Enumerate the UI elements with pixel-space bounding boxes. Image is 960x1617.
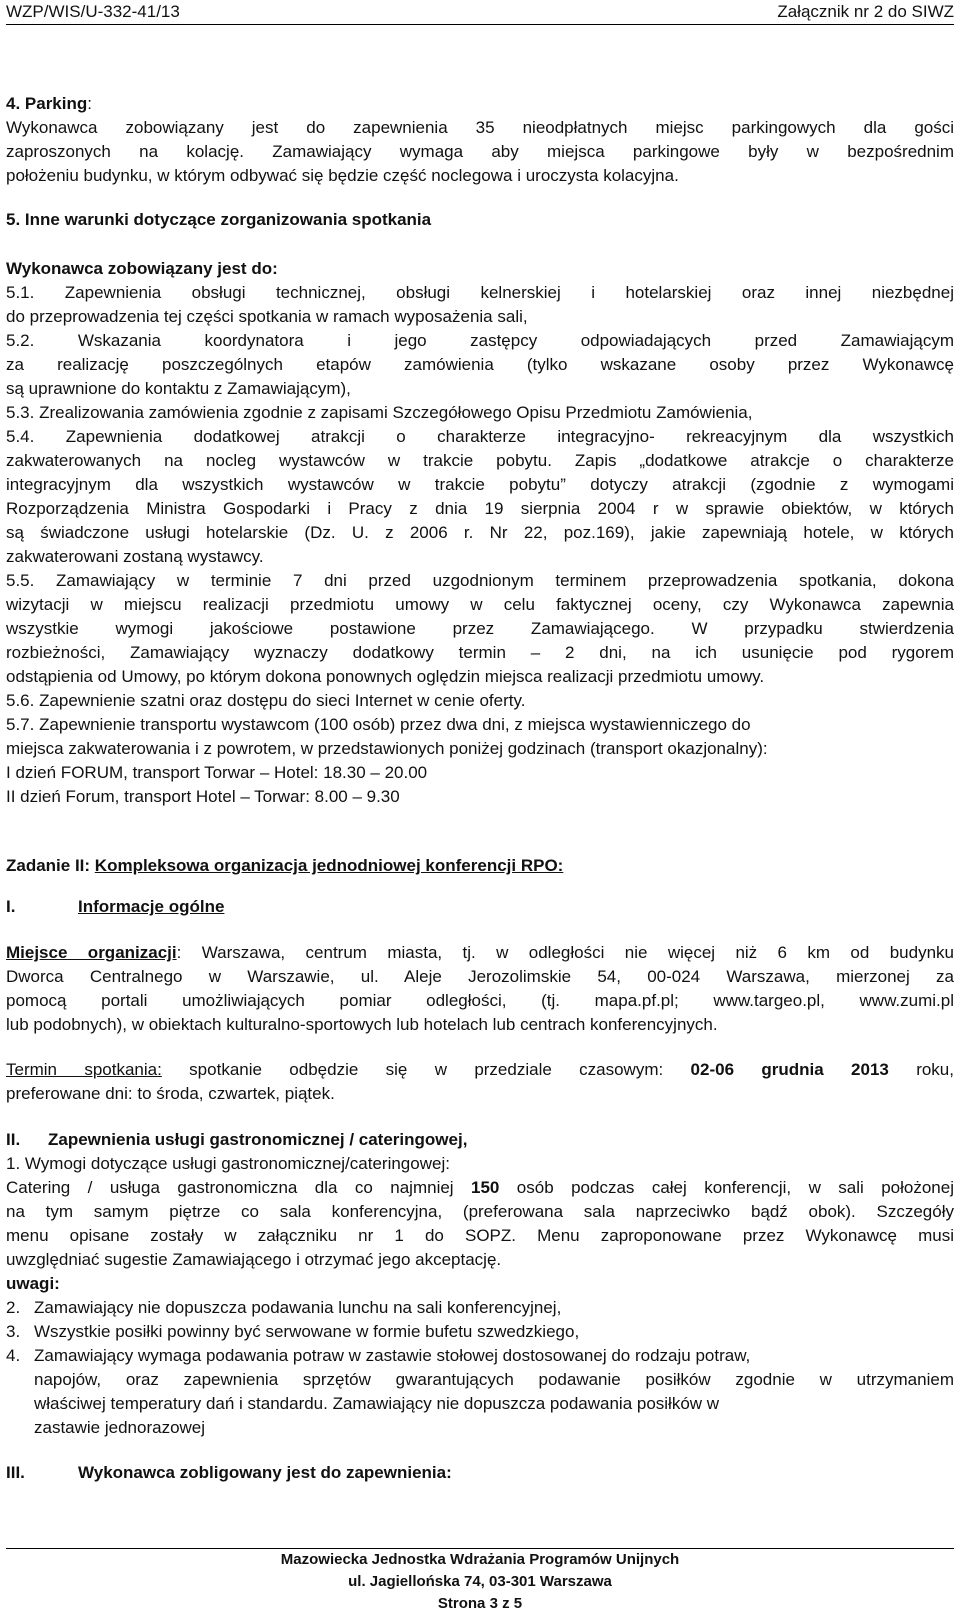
footer-address: ul. Jagiellońska 74, 03-301 Warszawa bbox=[348, 1573, 612, 1590]
section-5-title: 5. Inne warunki dotyczące zorganizowania spotkania bbox=[6, 210, 432, 229]
event-dates: 02-06 grudnia 2013 bbox=[690, 1060, 889, 1079]
paragraph-line: Dworca Centralnego w Warszawie, ul. Aleje Jerozolimskie 54, 00-024 Warszawa, mierzonej za bbox=[6, 967, 954, 986]
section-5-subtitle: Wykonawca zobowiązany jest do: bbox=[6, 259, 278, 278]
document-reference: WZP/WIS/U-332-41/13 bbox=[6, 2, 180, 21]
paragraph-line: położeniu budynku, w którym odbywać się będzie część noclegowa i uroczysta kolacyjna. bbox=[6, 166, 679, 185]
list-item: do przeprowadzenia tej części spotkania w ramach wyposażenia sali, bbox=[6, 307, 528, 326]
list-item: zakwaterowani zostaną wystawcy. bbox=[6, 547, 264, 566]
section-i-heading: I. Informacje ogólne bbox=[6, 897, 225, 916]
page-footer bbox=[6, 1548, 954, 1615]
list-item: wszystkie wymogi jakościowe postawione przez Zamawiającego. W przypadku stwierdzenia bbox=[6, 619, 954, 638]
list-item: odstąpienia od Umowy, po którym dokona ponownych oględzin miejsca realizacji przedmiotu umowy. bbox=[6, 667, 765, 686]
list-item: 5.1. Zapewnienia obsługi technicznej, obsługi kelnerskiej i hotelarskiej oraz innej niezbędnej bbox=[6, 283, 954, 302]
list-item: 3. Wszystkie posiłki powinny być serwowane w formie bufetu szwedzkiego, bbox=[6, 1322, 580, 1341]
paragraph-line: lub podobnych), w obiektach kulturalno-sportowych lub hotelach lub centrach konferencyjnych. bbox=[6, 1015, 718, 1034]
attachment-label: Załącznik nr 2 do SIWZ bbox=[777, 2, 954, 21]
task-heading: Zadanie II: Kompleksowa organizacja jednodniowej konferencji RPO: bbox=[6, 856, 564, 875]
paragraph-line: menu opisane zostały w załączniku nr 1 do SOPZ. Menu zaproponowane przez Wykonawcę musi bbox=[6, 1226, 954, 1245]
list-item: 5.5. Zamawiający w terminie 7 dni przed uzgodnionym terminem przeprowadzenia spotkania, dokona bbox=[6, 571, 954, 590]
list-item: 1. Wymogi dotyczące usługi gastronomicznej/cateringowej: bbox=[6, 1154, 450, 1173]
list-item: są uprawnione do kontaktu z Zamawiającym), bbox=[6, 379, 351, 398]
list-item: 5.3. Zrealizowania zamówienia zgodnie z zapisami Szczegółowego Opisu Przedmiotu Zamówienia, bbox=[6, 403, 753, 422]
notes-label: uwagi: bbox=[6, 1274, 60, 1293]
list-item: za realizację poszczególnych etapów zamówienia (tylko wskazane osoby przez Wykonawcę bbox=[6, 355, 954, 374]
section-iii-heading: III. Wykonawca zobligowany jest do zapewnienia: bbox=[6, 1463, 452, 1482]
list-item: 4. Zamawiający wymaga podawania potraw w zastawie stołowej dostosowanej do rodzaju potraw, bbox=[6, 1346, 751, 1365]
page-number: Strona 3 z 5 bbox=[437, 1595, 523, 1612]
paragraph-line: Wykonawca zobowiązany jest do zapewnienia 35 nieodpłatnych miejsc parkingowych dla gości bbox=[6, 118, 954, 137]
date-paragraph: Termin spotkania: spotkanie odbędzie się w przedziale czasowym: 02-06 grudnia 2013 roku, bbox=[6, 1060, 954, 1079]
list-item: zakwaterowanych na nocleg wystawców w trakcie pobytu. Zapis „dodatkowe atrakcje o charakterze bbox=[6, 451, 954, 470]
list-item: II dzień Forum, transport Hotel – Torwar: 8.00 – 9.30 bbox=[6, 787, 400, 806]
list-item: miejsca zakwaterowania i z powrotem, w przedstawionych poniżej godzinach (transport okazjonalny): bbox=[6, 739, 768, 758]
list-item: rozbieżności, Zamawiający wyznaczy dodatkowy termin – 2 dni, na ich usunięcie pod rygorem bbox=[6, 643, 954, 662]
paragraph-line: uwzględniać sugestie Zamawiającego i otrzymać jego akceptację. bbox=[6, 1250, 502, 1269]
section-ii-heading: II. Zapewnienia usługi gastronomicznej / cateringowej, bbox=[6, 1130, 468, 1149]
list-item: 2. Zamawiający nie dopuszcza podawania lunchu na sali konferencyjnej, bbox=[6, 1298, 562, 1317]
paragraph-line: pomocą portali umożliwiających pomiar odległości, (tj. mapa.pf.pl; www.targeo.pl, www.zumi.pl bbox=[6, 991, 954, 1010]
guest-count: 150 bbox=[471, 1178, 500, 1197]
location-label: Miejsce organizacji bbox=[6, 943, 177, 962]
list-item: Rozporządzenia Ministra Gospodarki i Pracy z dnia 19 sierpnia 2004 r w sprawie obiektów, w których bbox=[6, 499, 954, 518]
paragraph-line: na tym samym piętrze co sala konferencyjna, (preferowana sala naprzeciwko bądź obok). Szczegóły bbox=[6, 1202, 954, 1221]
list-item: I dzień FORUM, transport Torwar – Hotel: 18.30 – 20.00 bbox=[6, 763, 428, 782]
paragraph-line: napojów, oraz zapewnienia sprzętów gwarantujących podawanie posiłków zgodnie w utrzymaniem bbox=[34, 1370, 954, 1389]
footer-organization: Mazowiecka Jednostka Wdrażania Programów Unijnych bbox=[280, 1551, 680, 1568]
paragraph-line: właściwej temperatury dań i standardu. Zamawiający nie dopuszcza podawania posiłków w bbox=[34, 1394, 720, 1413]
paragraph-line: zastawie jednorazowej bbox=[34, 1418, 206, 1437]
list-item: 5.4. Zapewnienia dodatkowej atrakcji o charakterze integracyjno- rekreacyjnym dla wszystkich bbox=[6, 427, 954, 446]
list-item: 5.6. Zapewnienie szatni oraz dostępu do sieci Internet w cenie oferty. bbox=[6, 691, 526, 710]
paragraph-line: zaproszonych na kolację. Zamawiający wymaga aby miejsca parkingowe były w bezpośrednim bbox=[6, 142, 954, 161]
list-item: 5.7. Zapewnienie transportu wystawcom (100 osób) przez dwa dni, z miejsca wystawienniczego do bbox=[6, 715, 751, 734]
location-paragraph: Miejsce organizacji: Warszawa, centrum miasta, tj. w odległości nie więcej niż 6 km od budynku bbox=[6, 943, 954, 962]
list-item: integracyjnym dla wszystkich wystawców w trakcie pobytu” dotyczy atrakcji (zgodnie z wymogami bbox=[6, 475, 954, 494]
list-item: 5.2. Wskazania koordynatora i jego zastępcy odpowiadających przed Zamawiającym bbox=[6, 331, 954, 350]
catering-paragraph: Catering / usługa gastronomiczna dla co najmniej 150 osób podczas całej konferencji, w sali położonej bbox=[6, 1178, 954, 1197]
list-item: wizytacji w miejscu realizacji przedmiotu umowy w celu faktycznej oceny, czy Wykonawca zapewnia bbox=[6, 595, 954, 614]
section-4-title: 4. Parking: bbox=[6, 94, 92, 113]
date-label: Termin spotkania: bbox=[6, 1060, 162, 1079]
page-header bbox=[6, 2, 954, 25]
list-item: są świadczone usługi hotelarskie (Dz. U. z 2006 r. Nr 22, poz.169), jakie zapewniają hotele, w których bbox=[6, 523, 954, 542]
paragraph-line: preferowane dni: to środa, czwartek, piątek. bbox=[6, 1084, 335, 1103]
task-title: Kompleksowa organizacja jednodniowej konferencji RPO: bbox=[94, 856, 564, 875]
